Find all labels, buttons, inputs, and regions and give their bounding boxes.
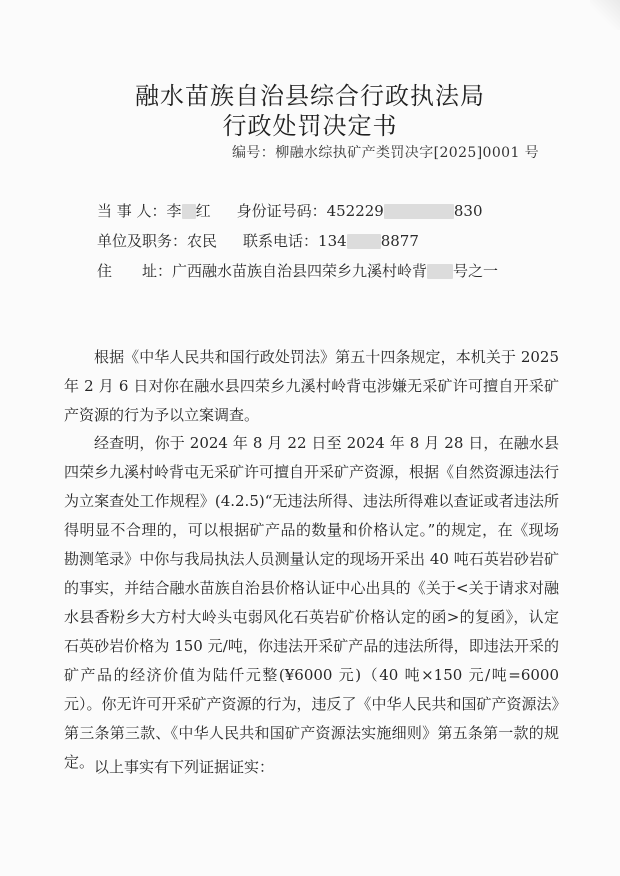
document-number: 编号：柳融水综执矿产类罚决字[2025]0001 号 [232,145,540,161]
id-number-label: 身份证号码： [236,202,327,220]
phone-suffix: 8877 [380,232,419,250]
phone-redaction [347,234,381,249]
job-value: 农民 [187,232,218,250]
id-number-prefix: 452229 [326,202,384,220]
address-prefix: 广西融水苗族自治县四荣乡九溪村岭背 [172,262,428,280]
findings-paragraph: 经查明，你于 2024 年 8 月 22 日至 2024 年 8 月 28 日，在融水县四荣乡九溪村岭背屯无采矿许可擅自开采矿产资源，根据《自然资源违法行为立案查处工作规程》(4.2.5)“无违法所得、违法所得难以查证或者违法所得明显不合理的，可以根据矿产品的数量和价格认定。”的规定，在《现场勘测笔录》中你与我局执法人员测量认定的现场开采出 40 吨石英岩砂岩矿的事实，并结合融水苗族自治县价格认证中心出具的《关于<关于请求对融水县香粉乡大方村大岭头屯弱风化石英岩矿价格认定的函>的复函》，认定石英砂岩价格为 150 元/吨，你违法开采矿产品的违法所得，即违法开采的矿产品的经济价值为陆仟元整(¥6000 元)（40 吨×150 元/吨=6000 元）。你无许可开采矿产资源的行为，违反了《中华人民共和国矿产资源法》第三条第三款、《中华人民共和国矿产资源法实施细则》第五条第一款的规定。 [64,434,560,771]
address-suffix: 号之一 [453,262,499,280]
party-name-suffix: 红 [195,202,211,220]
party-name-id-line [97,200,483,221]
id-number-suffix: 830 [453,202,483,220]
party-name-redaction [182,204,196,219]
address-redaction [427,264,453,279]
party-job-phone-line [97,230,419,251]
issuing-authority-title: 融水苗族自治县综合行政执法局 [135,82,485,110]
phone-prefix: 134 [318,232,347,250]
evidence-intro-paragraph: 以上事实有下列证据证实： [94,758,275,776]
party-address-line [97,260,498,281]
phone-label: 联系电话： [243,232,319,250]
party-name-label: 当 事 人： [97,202,167,220]
id-number-redaction [384,204,454,219]
document-type-title: 行政处罚决定书 [222,112,398,140]
party-name-prefix: 李 [166,202,182,220]
case-filing-paragraph: 根据《中华人民共和国行政处罚法》第五十四条规定，本机关于 2025 年 2 月 6 日对你在融水县四荣乡九溪村岭背屯涉嫌无采矿许可擅自开采矿产资源的行为予以立案调查。 [64,348,559,424]
address-label: 住 址： [97,262,173,280]
page-corner-shadow [590,0,620,30]
job-label: 单位及职务： [97,232,188,250]
